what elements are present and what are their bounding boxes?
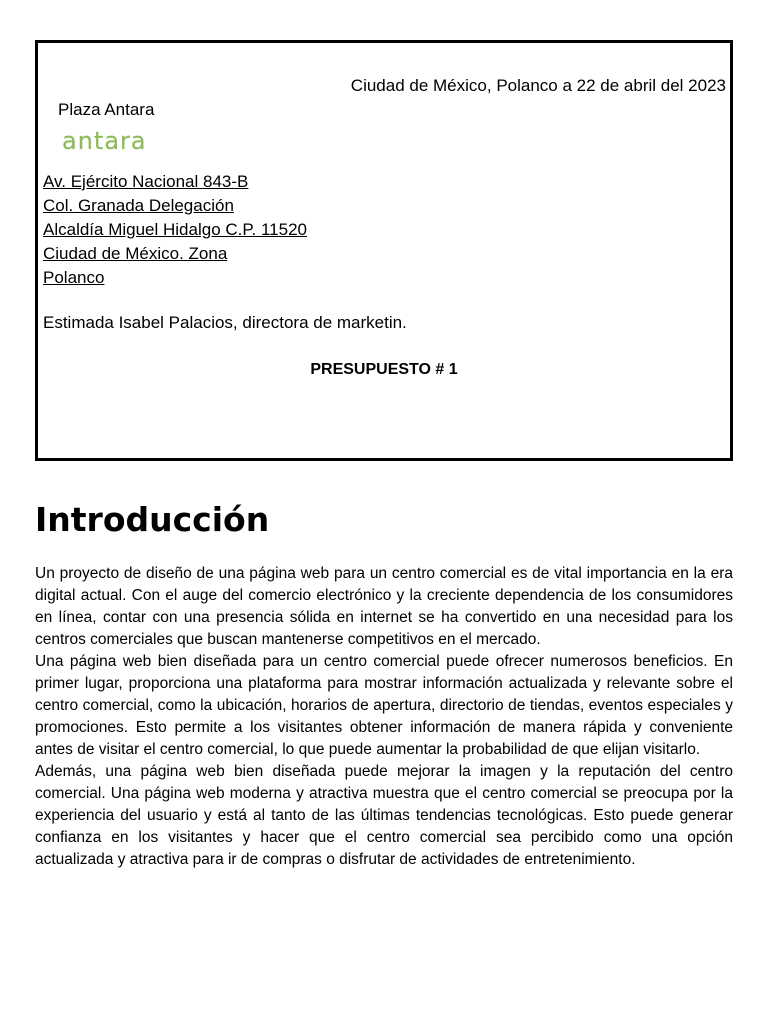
greeting: Estimada Isabel Palacios, directora de marketin. <box>43 313 407 332</box>
date-line: Ciudad de México, Polanco a 22 de abril del 2023 <box>350 76 726 95</box>
address-line: Av. Ejército Nacional 843-B <box>43 172 249 191</box>
company-name: Plaza Antara <box>58 100 155 119</box>
paragraph: Un proyecto de diseño de una página web para un centro comercial es de vital importancia en la era digital actual. Con el auge del comercio electrónico y la creciente dependencia de los consumidores en línea, contar con una presencia sólida en internet se ha convertido en una necesidad para los centros comerciales que buscan mantenerse competitivos en el mercado. <box>35 565 733 648</box>
address-line: Alcaldía Miguel Hidalgo C.P. 11520 <box>43 220 307 239</box>
paragraph: Además, una página web bien diseñada puede mejorar la imagen y la reputación del centro comercial. Una página web moderna y atractiva muestra que el centro comercial se preocupa por la experiencia del usuario y está al tanto de las últimas tendencias tecnológicas. Esto puede generar confianza en los visitantes y hacer que el centro comercial sea percibido como una opción actualizada y atractiva para ir de compras o disfrutar de actividades de entretenimiento. <box>35 763 733 868</box>
antara-logo <box>60 127 160 162</box>
address-line: Col. Granada Delegación <box>43 196 234 215</box>
section-title: Introducción <box>35 500 270 539</box>
logo-wordmark: antara <box>62 127 147 155</box>
budget-title: PRESUPUESTO # 1 <box>310 361 458 378</box>
address-block <box>43 170 307 290</box>
letter-header-box <box>35 40 733 461</box>
paragraph: Una página web bien diseñada para un centro comercial puede ofrecer numerosos beneficios. En primer lugar, proporciona una plataforma para mostrar información actualizada y relevante sobre el centro comercial, como la ubicación, horarios de apertura, directorio de tiendas, eventos especiales y promociones. Esto permite a los visitantes obtener información de manera rápida y conveniente antes de visitar el centro comercial, lo que puede aumentar la probabilidad de que elijan visitarlo. <box>35 653 733 758</box>
address-line: Ciudad de México. Zona <box>43 244 228 263</box>
intro-body <box>35 563 733 871</box>
address-line: Polanco <box>43 268 105 287</box>
